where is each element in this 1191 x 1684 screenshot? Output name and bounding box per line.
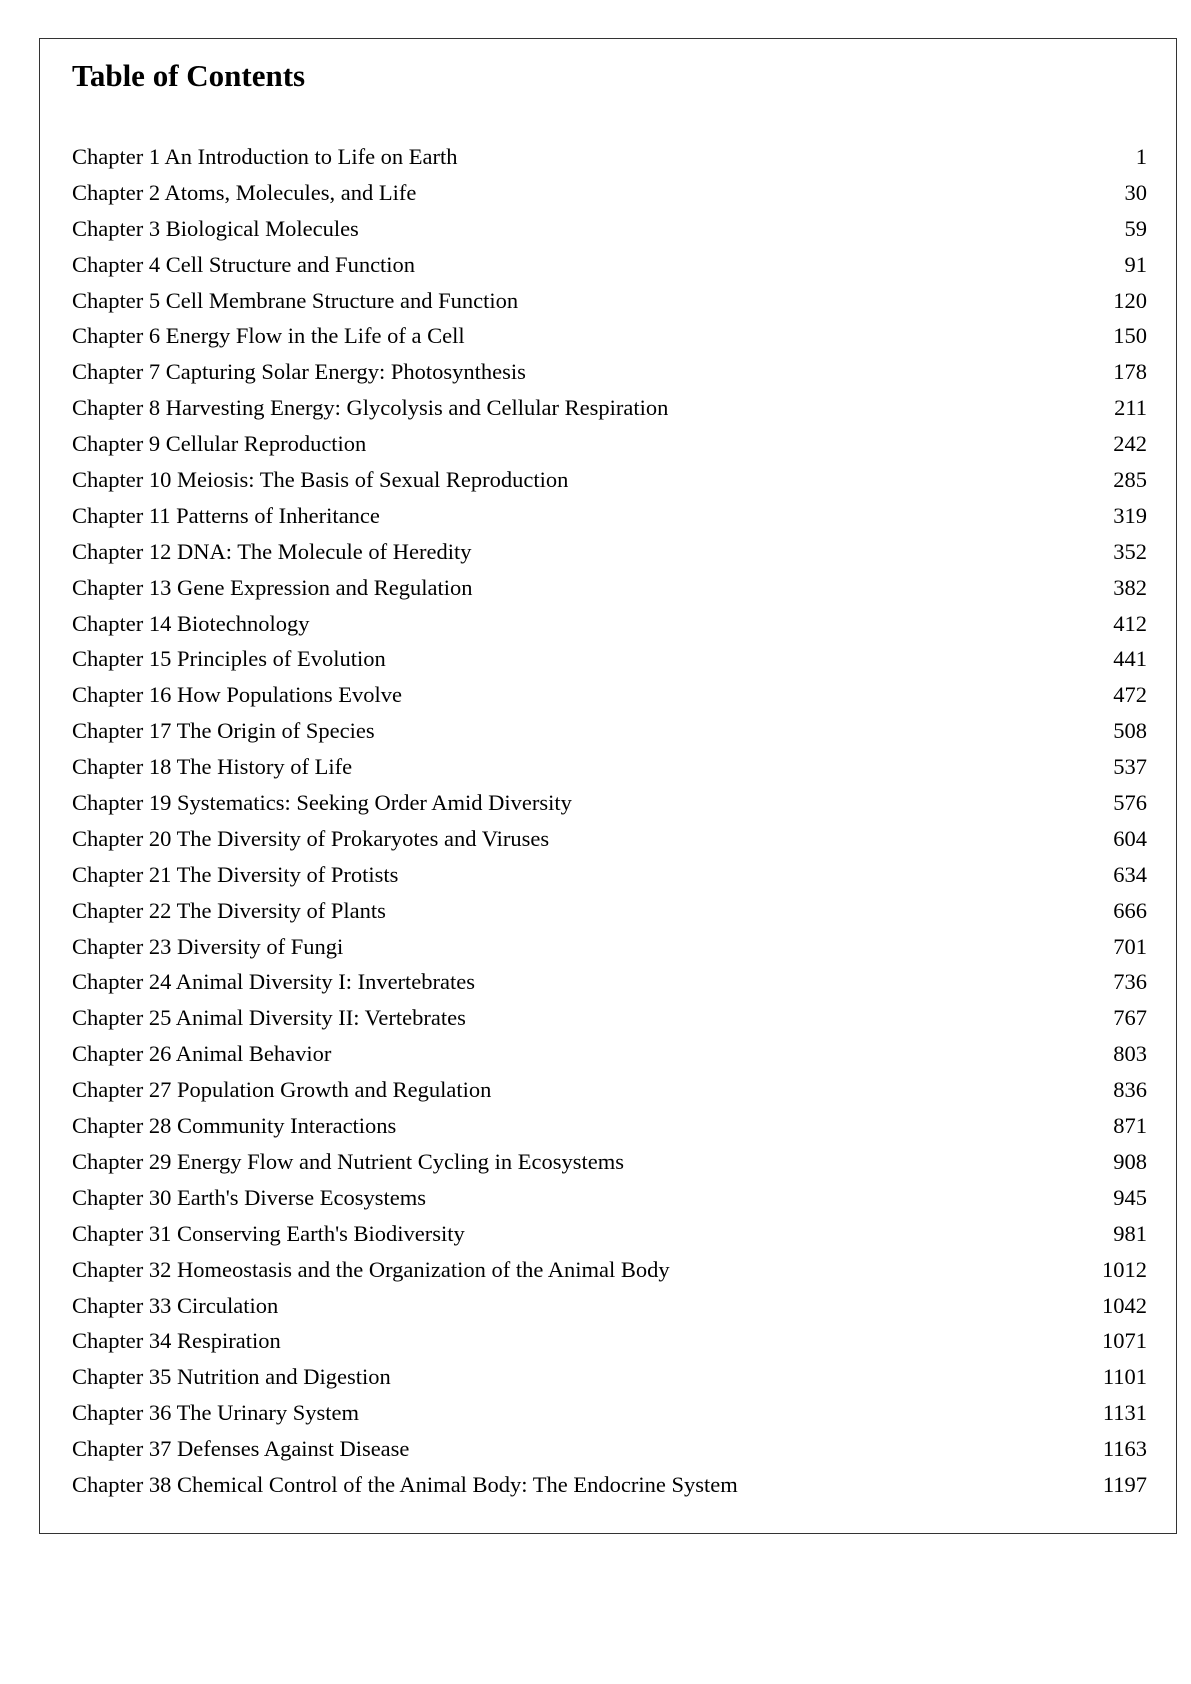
toc-entry-page-number: 150 bbox=[1113, 323, 1147, 349]
toc-entry[interactable] bbox=[72, 966, 1147, 1002]
toc-entry-page-number: 701 bbox=[1113, 933, 1147, 959]
toc-entry-title: Chapter 33 Circulation bbox=[72, 1292, 279, 1318]
toc-entry[interactable] bbox=[72, 392, 1147, 428]
toc-entry-page-number: 120 bbox=[1113, 287, 1147, 313]
toc-entry-title: Chapter 26 Animal Behavior bbox=[72, 1041, 332, 1067]
toc-entry[interactable] bbox=[72, 1325, 1147, 1361]
toc-entry-page-number: 1197 bbox=[1102, 1471, 1147, 1497]
toc-entry-page-number: 1 bbox=[1135, 144, 1147, 169]
toc-entry-page-number: 1131 bbox=[1102, 1400, 1147, 1426]
toc-entry-page-number: 508 bbox=[1113, 718, 1147, 744]
toc-entry-title: Chapter 38 Chemical Control of the Animal Body: The Endocrine System bbox=[72, 1471, 738, 1497]
toc-entry-page-number: 767 bbox=[1113, 1005, 1147, 1031]
toc-entry-title: Chapter 18 The History of Life bbox=[72, 754, 353, 780]
toc-entry-title: Chapter 14 Biotechnology bbox=[72, 610, 310, 636]
toc-entry[interactable] bbox=[72, 141, 1147, 177]
toc-entry[interactable] bbox=[72, 249, 1147, 285]
toc-entry-page-number: 30 bbox=[1124, 179, 1147, 205]
toc-entry-title: Chapter 22 The Diversity of Plants bbox=[72, 897, 386, 923]
toc-entry[interactable] bbox=[72, 751, 1147, 787]
toc-entry[interactable] bbox=[72, 1290, 1147, 1326]
toc-entry-page-number: 382 bbox=[1113, 574, 1147, 600]
toc-entry-title: Chapter 23 Diversity of Fungi bbox=[72, 933, 344, 959]
toc-entry-title: Chapter 34 Respiration bbox=[72, 1328, 281, 1354]
toc-entry-title: Chapter 31 Conserving Earth's Biodiversity bbox=[72, 1220, 465, 1246]
toc-entry-page-number: 736 bbox=[1113, 969, 1147, 995]
toc-entry[interactable] bbox=[72, 213, 1147, 249]
toc-entry-title: Chapter 5 Cell Membrane Structure and Function bbox=[72, 287, 519, 313]
toc-entry-title: Chapter 13 Gene Expression and Regulation bbox=[72, 574, 473, 600]
toc-entry[interactable] bbox=[72, 715, 1147, 751]
toc-entry-page-number: 472 bbox=[1113, 682, 1147, 708]
toc-entry-title: Chapter 32 Homeostasis and the Organization of the Animal Body bbox=[72, 1256, 670, 1282]
toc-entry[interactable] bbox=[72, 1182, 1147, 1218]
toc-entry-page-number: 59 bbox=[1124, 215, 1147, 241]
toc-entry-title: Chapter 35 Nutrition and Digestion bbox=[72, 1364, 391, 1390]
toc-entry-page-number: 604 bbox=[1113, 825, 1147, 851]
toc-entry[interactable] bbox=[72, 931, 1147, 967]
toc-entry[interactable] bbox=[72, 428, 1147, 464]
toc-entry[interactable] bbox=[72, 787, 1147, 823]
toc-entry[interactable] bbox=[72, 1469, 1147, 1505]
toc-entry[interactable] bbox=[72, 1074, 1147, 1110]
toc-entry-title: Chapter 11 Patterns of Inheritance bbox=[72, 502, 380, 528]
toc-entry[interactable] bbox=[72, 859, 1147, 895]
toc-entry-page-number: 91 bbox=[1124, 251, 1147, 277]
toc-entry[interactable] bbox=[72, 536, 1147, 572]
toc-entry-page-number: 1042 bbox=[1102, 1292, 1147, 1318]
toc-entry-title: Chapter 15 Principles of Evolution bbox=[72, 646, 386, 672]
toc-list bbox=[72, 141, 1147, 1505]
toc-entry[interactable] bbox=[72, 356, 1147, 392]
toc-entry-page-number: 1071 bbox=[1102, 1328, 1147, 1354]
toc-entry-page-number: 285 bbox=[1113, 467, 1147, 493]
toc-entry-title: Chapter 17 The Origin of Species bbox=[72, 718, 375, 744]
toc-entry-page-number: 441 bbox=[1113, 646, 1147, 672]
toc-entry-title: Chapter 28 Community Interactions bbox=[72, 1113, 397, 1139]
toc-entry-page-number: 412 bbox=[1113, 610, 1147, 636]
toc-entry-title: Chapter 8 Harvesting Energy: Glycolysis and Cellular Respiration bbox=[72, 395, 669, 421]
toc-entry[interactable] bbox=[72, 177, 1147, 213]
toc-entry-page-number: 576 bbox=[1113, 790, 1147, 816]
toc-entry-page-number: 836 bbox=[1113, 1077, 1147, 1103]
toc-entry-page-number: 634 bbox=[1113, 861, 1147, 887]
toc-entry-page-number: 211 bbox=[1114, 395, 1147, 421]
toc-entry-page-number: 981 bbox=[1113, 1220, 1147, 1246]
toc-entry[interactable] bbox=[72, 1218, 1147, 1254]
toc-entry-title: Chapter 12 DNA: The Molecule of Heredity bbox=[72, 538, 472, 564]
toc-entry[interactable] bbox=[72, 608, 1147, 644]
toc-entry[interactable] bbox=[72, 320, 1147, 356]
toc-entry[interactable] bbox=[72, 1002, 1147, 1038]
toc-entry-page-number: 178 bbox=[1113, 359, 1147, 385]
page-title: Table of Contents bbox=[72, 58, 306, 93]
toc-entry-page-number: 1012 bbox=[1102, 1256, 1147, 1282]
table-of-contents-frame bbox=[39, 38, 1177, 1534]
toc-entry[interactable] bbox=[72, 1146, 1147, 1182]
toc-entry-title: Chapter 3 Biological Molecules bbox=[72, 215, 359, 241]
toc-entry-title: Chapter 9 Cellular Reproduction bbox=[72, 431, 367, 457]
toc-entry-title: Chapter 19 Systematics: Seeking Order Amid Diversity bbox=[72, 790, 572, 816]
toc-entry-page-number: 908 bbox=[1113, 1148, 1147, 1174]
toc-entry-title: Chapter 36 The Urinary System bbox=[72, 1400, 360, 1426]
toc-entry[interactable] bbox=[72, 895, 1147, 931]
toc-entry-page-number: 945 bbox=[1113, 1184, 1147, 1210]
toc-entry-page-number: 803 bbox=[1113, 1041, 1147, 1067]
toc-entry[interactable] bbox=[72, 572, 1147, 608]
toc-entry-page-number: 537 bbox=[1113, 754, 1147, 780]
toc-entry[interactable] bbox=[72, 285, 1147, 321]
toc-entry[interactable] bbox=[72, 464, 1147, 500]
toc-entry-title: Chapter 20 The Diversity of Prokaryotes and Viruses bbox=[72, 825, 550, 851]
toc-entry-title: Chapter 1 An Introduction to Life on Earth bbox=[72, 144, 458, 169]
toc-entry[interactable] bbox=[72, 500, 1147, 536]
toc-entry-title: Chapter 29 Energy Flow and Nutrient Cycling in Ecosystems bbox=[72, 1148, 625, 1174]
toc-entry[interactable] bbox=[72, 643, 1147, 679]
toc-entry-title: Chapter 6 Energy Flow in the Life of a Cell bbox=[72, 323, 465, 349]
toc-entry-title: Chapter 4 Cell Structure and Function bbox=[72, 251, 416, 277]
toc-entry-title: Chapter 16 How Populations Evolve bbox=[72, 682, 402, 708]
toc-entry[interactable] bbox=[72, 679, 1147, 715]
toc-entry-title: Chapter 24 Animal Diversity I: Invertebrates bbox=[72, 969, 476, 995]
toc-entry-title: Chapter 37 Defenses Against Disease bbox=[72, 1436, 410, 1462]
toc-entry-title: Chapter 25 Animal Diversity II: Vertebrates bbox=[72, 1005, 466, 1031]
toc-entry[interactable] bbox=[72, 1254, 1147, 1290]
toc-entry-title: Chapter 7 Capturing Solar Energy: Photosynthesis bbox=[72, 359, 526, 385]
toc-entry[interactable] bbox=[72, 823, 1147, 859]
toc-entry-page-number: 871 bbox=[1113, 1113, 1147, 1139]
toc-entry-page-number: 319 bbox=[1113, 502, 1147, 528]
toc-entry-title: Chapter 2 Atoms, Molecules, and Life bbox=[72, 179, 417, 205]
toc-entry-page-number: 1163 bbox=[1102, 1436, 1147, 1462]
toc-entry[interactable] bbox=[72, 1110, 1147, 1146]
toc-entry[interactable] bbox=[72, 1038, 1147, 1074]
toc-entry-title: Chapter 30 Earth's Diverse Ecosystems bbox=[72, 1184, 426, 1210]
toc-entry-page-number: 666 bbox=[1113, 897, 1147, 923]
toc-entry-page-number: 242 bbox=[1113, 431, 1147, 457]
toc-entry-title: Chapter 10 Meiosis: The Basis of Sexual Reproduction bbox=[72, 467, 569, 493]
toc-entry-page-number: 352 bbox=[1113, 538, 1147, 564]
toc-entry-page-number: 1101 bbox=[1102, 1364, 1147, 1390]
toc-entry[interactable] bbox=[72, 1361, 1147, 1397]
toc-entry-title: Chapter 21 The Diversity of Protists bbox=[72, 861, 399, 887]
toc-entry-title: Chapter 27 Population Growth and Regulation bbox=[72, 1077, 492, 1103]
toc-entry[interactable] bbox=[72, 1397, 1147, 1433]
toc-entry[interactable] bbox=[72, 1433, 1147, 1469]
